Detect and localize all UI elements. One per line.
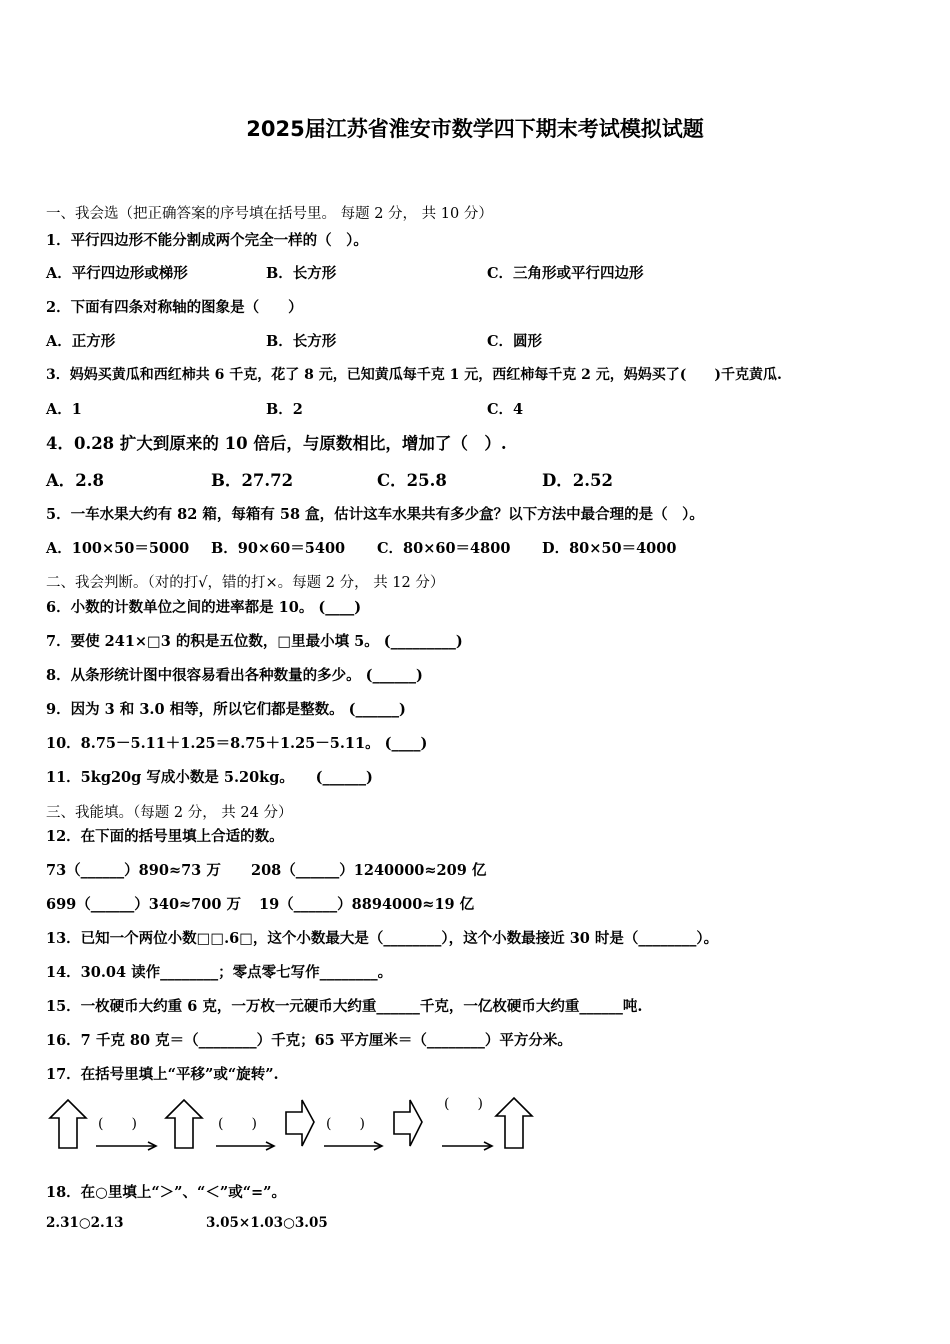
q12-item-4: 19（______）8894000≈19 亿 bbox=[259, 896, 475, 913]
q12-item-2: 208（______）1240000≈209 亿 bbox=[251, 862, 487, 879]
section-2-heading: 二、我会判断。（对的打√，错的打×。每题 2 分， 共 12 分） bbox=[46, 575, 445, 591]
question-7: 7．要使 241×□3 的积是五位数，□里最小填 5。 (_________) bbox=[46, 633, 463, 650]
q1-option-b: B．长方形 bbox=[266, 265, 337, 282]
q5-option-b: B．90×60＝5400 bbox=[211, 540, 346, 557]
q3-option-a: A．1 bbox=[46, 401, 82, 418]
q3-option-c: C．4 bbox=[487, 401, 524, 418]
q5-option-a: A．100×50＝5000 bbox=[46, 540, 190, 557]
right-arrow-shape bbox=[394, 1100, 422, 1146]
right-arrow-shape bbox=[286, 1100, 314, 1146]
q18-item-a: 2.31○2.13 bbox=[46, 1215, 124, 1231]
question-2: 2．下面有四条对称轴的图象是（ ） bbox=[46, 299, 303, 316]
q4-option-c: C．25.8 bbox=[377, 471, 447, 490]
question-10: 10．8.75－5.11＋1.25＝8.75＋1.25－5.11。 (____) bbox=[46, 735, 428, 752]
question-11: 11．5kg20g 写成小数是 5.20kg。 (______) bbox=[46, 769, 373, 786]
question-13: 13．已知一个两位小数□□.6□，这个小数最大是（________），这个小数最接近 30 时是（________）。 bbox=[46, 930, 719, 947]
q4-option-b: B．27.72 bbox=[211, 471, 294, 490]
question-16: 16．7 千克 80 克＝（________）千克；65 平方厘米＝（________）平方分米。 bbox=[46, 1032, 572, 1049]
q5-option-d: D．80×50＝4000 bbox=[542, 540, 677, 557]
question-15: 15．一枚硬币大约重 6 克，一万枚一元硬币大约重______千克，一亿枚硬币大约重______吨. bbox=[46, 998, 643, 1015]
question-4: 4．0.28 扩大到原来的 10 倍后，与原数相比，增加了（ ）. bbox=[46, 434, 507, 453]
bracket-label: ( ) bbox=[444, 1096, 483, 1112]
up-arrow-shape bbox=[50, 1100, 86, 1148]
q1-option-c: C．三角形或平行四边形 bbox=[487, 265, 644, 282]
q12-item-3: 699（______）340≈700 万 bbox=[46, 896, 241, 913]
q2-option-a: A．正方形 bbox=[46, 333, 116, 350]
q12-item-1: 73（______）890≈73 万 bbox=[46, 862, 221, 879]
question-6: 6．小数的计数单位之间的进率都是 10。 (____) bbox=[46, 599, 362, 616]
question-14: 14．30.04 读作________；零点零七写作________。 bbox=[46, 964, 393, 981]
q4-option-d: D．2.52 bbox=[542, 471, 613, 490]
question-1: 1．平行四边形不能分割成两个完全一样的（ ）。 bbox=[46, 232, 368, 249]
question-8: 8．从条形统计图中很容易看出各种数量的多少。 (______) bbox=[46, 667, 423, 684]
question-9: 9．因为 3 和 3.0 相等，所以它们都是整数。 (______) bbox=[46, 701, 406, 718]
question-12: 12．在下面的括号里填上合适的数。 bbox=[46, 828, 284, 845]
question-18: 18．在○里填上“＞”、“＜”或“=”。 bbox=[46, 1184, 287, 1201]
q18-item-b: 3.05×1.03○3.05 bbox=[206, 1215, 328, 1231]
page-title: 2025届江苏省淮安市数学四下期末考试模拟试题 bbox=[246, 117, 704, 141]
bracket-label: ( ) bbox=[98, 1116, 137, 1132]
bracket-label: ( ) bbox=[326, 1116, 365, 1132]
q2-option-b: B．长方形 bbox=[266, 333, 337, 350]
translation-rotation-figure bbox=[44, 1090, 544, 1160]
section-1-heading: 一、我会选（把正确答案的序号填在括号里。 每题 2 分， 共 10 分） bbox=[46, 206, 493, 222]
section-3-heading: 三、我能填。（每题 2 分， 共 24 分） bbox=[46, 805, 293, 821]
question-3: 3．妈妈买黄瓜和西红柿共 6 千克，花了 8 元，已知黄瓜每千克 1 元，西红柿每千克 2 元，妈妈买了( )千克黄瓜. bbox=[46, 367, 782, 383]
q5-option-c: C．80×60＝4800 bbox=[377, 540, 511, 557]
up-arrow-shape bbox=[496, 1098, 532, 1148]
question-5: 5．一车水果大约有 82 箱，每箱有 58 盒，估计这车水果共有多少盒？以下方法中最合理的是（ ）。 bbox=[46, 506, 704, 523]
up-arrow-shape bbox=[166, 1100, 202, 1148]
bracket-label: ( ) bbox=[218, 1116, 257, 1132]
q4-option-a: A．2.8 bbox=[46, 471, 105, 490]
q1-option-a: A．平行四边形或梯形 bbox=[46, 265, 188, 282]
question-17: 17．在括号里填上“平移”或“旋转”. bbox=[46, 1066, 279, 1083]
q3-option-b: B．2 bbox=[266, 401, 303, 418]
q2-option-c: C．圆形 bbox=[487, 333, 543, 350]
